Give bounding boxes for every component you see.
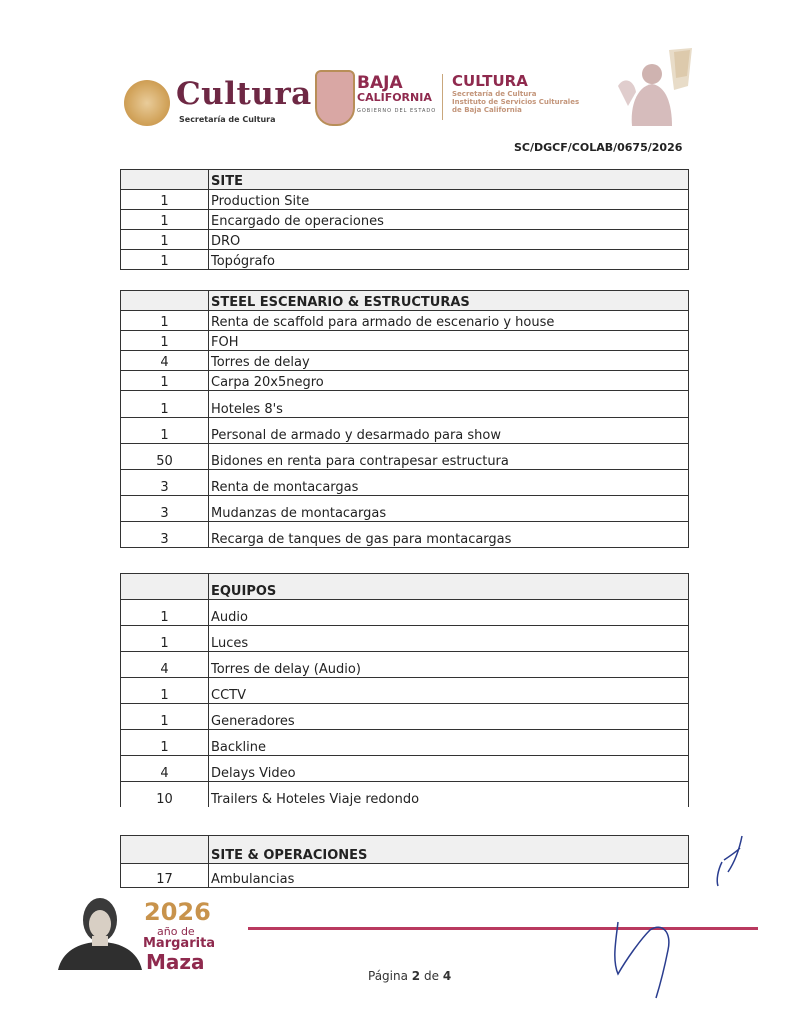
qty-cell: 1 — [121, 230, 209, 250]
table-row — [121, 678, 689, 704]
page-total: 4 — [442, 969, 452, 983]
section-heading: EQUIPOS — [209, 574, 689, 600]
table-row — [121, 190, 689, 210]
table-row — [121, 331, 689, 351]
item-cell: Delays Video — [209, 756, 689, 782]
qty-cell: 1 — [121, 600, 209, 626]
page-label: Página — [368, 969, 408, 983]
bc-gobierno-label: GOBIERNO DEL ESTADO — [357, 108, 437, 114]
qty-header-cell — [121, 170, 209, 190]
item-cell: Encargado de operaciones — [209, 210, 689, 230]
qty-cell: 1 — [121, 678, 209, 704]
item-cell: Topógrafo — [209, 250, 689, 270]
table-row — [121, 444, 689, 470]
table-header-row — [121, 574, 689, 600]
item-cell: Renta de scaffold para armado de escenario y house — [209, 311, 689, 331]
item-cell: FOH — [209, 331, 689, 351]
table-row — [121, 626, 689, 652]
qty-header-cell — [121, 291, 209, 311]
cultura-bc-subtitle — [452, 90, 592, 114]
table-row — [121, 250, 689, 270]
margarita-maza-portrait-icon — [58, 896, 142, 970]
table-row — [121, 782, 689, 808]
cultura-bc-line2: Instituto de Servicios Culturales — [452, 98, 580, 106]
qty-cell: 3 — [121, 496, 209, 522]
table-row — [121, 652, 689, 678]
qty-cell: 1 — [121, 730, 209, 756]
table-row — [121, 418, 689, 444]
table-row — [121, 311, 689, 331]
year-of-label: año de — [157, 925, 195, 938]
qty-cell: 1 — [121, 311, 209, 331]
siteops-table — [120, 835, 689, 888]
steel-table — [120, 290, 689, 548]
table-row — [121, 864, 689, 888]
table-row — [121, 391, 689, 418]
qty-cell: 4 — [121, 652, 209, 678]
item-cell: Recarga de tanques de gas para montacargas — [209, 522, 689, 548]
qty-cell: 1 — [121, 704, 209, 730]
cultura-subtitle: Secretaría de Cultura — [179, 115, 276, 124]
qty-cell: 1 — [121, 250, 209, 270]
table-row — [121, 351, 689, 371]
qty-cell: 3 — [121, 522, 209, 548]
historic-figure-image-icon — [614, 46, 694, 128]
section-heading: SITE & OPERACIONES — [209, 836, 689, 864]
item-cell: Torres de delay (Audio) — [209, 652, 689, 678]
page-of: de — [423, 969, 439, 983]
mexico-emblem-icon — [124, 80, 170, 126]
baja-california-shield-icon — [315, 70, 355, 126]
item-cell: Ambulancias — [209, 864, 689, 888]
equipos-table — [120, 573, 689, 807]
section-heading: STEEL ESCENARIO & ESTRUCTURAS — [209, 291, 689, 311]
qty-cell: 1 — [121, 418, 209, 444]
year-name-last: Maza — [146, 950, 205, 974]
table-row — [121, 730, 689, 756]
item-cell: Torres de delay — [209, 351, 689, 371]
bc-logo-line1: BAJA — [357, 73, 403, 93]
table-header-row — [121, 170, 689, 190]
table-row — [121, 704, 689, 730]
cultura-bc-line3: de Baja California — [452, 106, 522, 114]
table-row — [121, 600, 689, 626]
header-divider — [442, 74, 443, 120]
cultura-bc-line1: Secretaría de Cultura — [452, 90, 537, 98]
qty-cell: 17 — [121, 864, 209, 888]
table-row — [121, 470, 689, 496]
section-heading: SITE — [209, 170, 689, 190]
page-current: 2 — [411, 969, 421, 983]
item-cell: Bidones en renta para contrapesar estructura — [209, 444, 689, 470]
site-table — [120, 169, 689, 270]
table-row — [121, 210, 689, 230]
table-row — [121, 522, 689, 548]
footer-rule — [248, 927, 758, 930]
item-cell: Carpa 20x5negro — [209, 371, 689, 391]
item-cell: Mudanzas de montacargas — [209, 496, 689, 522]
qty-header-cell — [121, 836, 209, 864]
item-cell: Personal de armado y desarmado para show — [209, 418, 689, 444]
year-name-first: Margarita — [143, 936, 216, 951]
item-cell: Production Site — [209, 190, 689, 210]
item-cell: DRO — [209, 230, 689, 250]
item-cell: Trailers & Hoteles Viaje redondo — [209, 782, 689, 808]
item-cell: Luces — [209, 626, 689, 652]
item-cell: Audio — [209, 600, 689, 626]
item-cell: Backline — [209, 730, 689, 756]
cultura-bc-title: CULTURA — [452, 72, 528, 90]
qty-cell: 3 — [121, 470, 209, 496]
qty-cell: 50 — [121, 444, 209, 470]
table-row — [121, 756, 689, 782]
qty-cell: 1 — [121, 371, 209, 391]
qty-cell: 1 — [121, 190, 209, 210]
qty-header-cell — [121, 574, 209, 600]
item-cell: CCTV — [209, 678, 689, 704]
qty-cell: 4 — [121, 351, 209, 371]
table-header-row — [121, 836, 689, 864]
qty-cell: 4 — [121, 756, 209, 782]
cultura-logo-text: Cultura — [176, 76, 312, 112]
item-cell: Hoteles 8's — [209, 391, 689, 418]
item-cell: Generadores — [209, 704, 689, 730]
document-reference-number: SC/DGCF/COLAB/0675/2026 — [514, 141, 683, 154]
qty-cell: 10 — [121, 782, 209, 808]
table-row — [121, 230, 689, 250]
table-header-row — [121, 291, 689, 311]
qty-cell: 1 — [121, 210, 209, 230]
table-row — [121, 496, 689, 522]
qty-cell: 1 — [121, 626, 209, 652]
table-row — [121, 371, 689, 391]
qty-cell: 1 — [121, 331, 209, 351]
item-cell: Renta de montacargas — [209, 470, 689, 496]
bc-logo-line2: CALIFORNIA — [357, 91, 432, 104]
page-number — [368, 969, 451, 983]
year-2026-label: 2026 — [144, 898, 211, 926]
qty-cell: 1 — [121, 391, 209, 418]
